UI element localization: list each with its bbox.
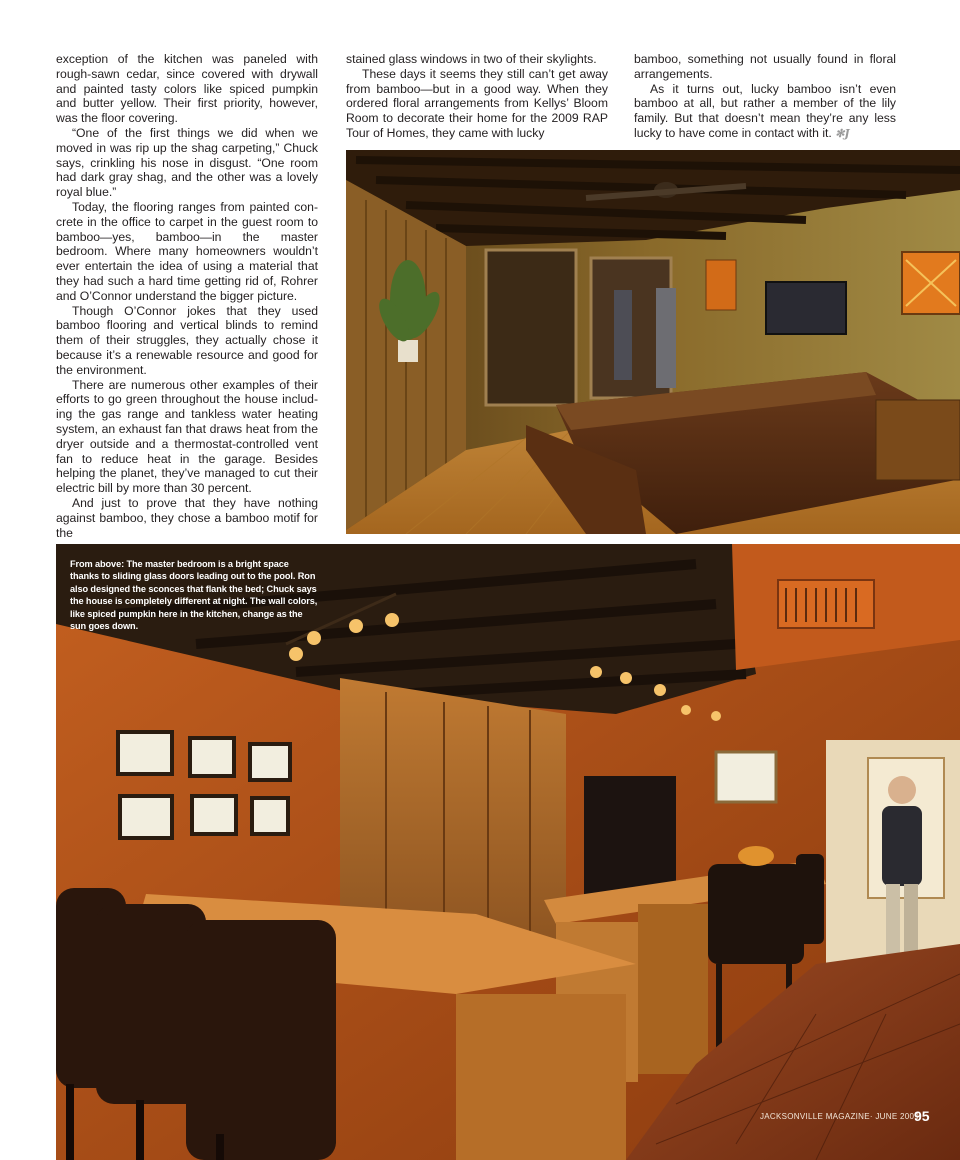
paragraph: These days it seems they still can’t get away from bamboo—but in a good way. When they ordered floral arrangements from Kellys’ Bloom Room to decorate their home for the 2009 RAP Tour of Homes, they came with lucky (346, 66, 608, 140)
paragraph-last (634, 82, 896, 142)
paragraph: bamboo, something not usually found in floral arrangements. (634, 52, 896, 81)
paragraph-text: As it turns out, lucky bamboo isn’t even bamboo at all, but rather a member of the lily family. But that doesn’t mean they’re any less lucky to have come in contact with it. (634, 81, 896, 140)
paragraph: Today, the flooring ranges from painted concrete in the office to carpet in the guest room to bamboo—yes, bamboo—in the master bedroom. Where many homeowners wouldn’t ever entertain the idea of using a material that they had such a hard time getting rid of, Rohrer and O’Connor understand the bigger picture. (56, 199, 318, 303)
paragraph: There are numerous other examples of their efforts to go green throughout the house including the gas range and tankless water heating system, an exhaust fan that draws heat from the dryer outside and a thermostat-controlled vent fan to reduce heat in the garage. Besides helping the planet, they’ve managed to cut their electric bill by more than 30 percent. (56, 377, 318, 496)
article-column-1 (56, 52, 318, 540)
photo-caption: From above: The master bedroom is a bright space thanks to sliding glass doors leading out to the pool. Ron also designed the sconces that flank the bed; Chuck says the house is completely different at night. The wall colors, like spiced pumpkin here in the kitchen, change as the sun goes down. (70, 559, 318, 632)
paragraph: stained glass windows in two of their skylights. (346, 52, 597, 66)
article-column-3 (634, 52, 896, 142)
paragraph: “One of the first things we did when we moved in was rip up the shag carpeting,” Chuck says, crinkling his nose in disgust. “One room had dark gray shag, and the other was a lovely royal blue.” (56, 125, 318, 200)
page-number: 95 (914, 1108, 930, 1124)
paragraph: exception of the kitchen was paneled with rough-sawn cedar, since covered with drywall and painted tasty colors like spiced pumpkin and butter yellow. Their first priority, however, was the floor covering. (56, 52, 318, 126)
kitchen-photo (56, 544, 960, 1160)
paragraph: Though O’Connor jokes that they used bamboo flooring and vertical blinds to remind them of their struggles, they actually chose it because it’s a renewable resource and good for the environment. (56, 303, 318, 377)
article-column-2 (346, 52, 608, 141)
end-mark: ✻J (835, 126, 850, 140)
paragraph: And just to prove that they have nothing against bamboo, they chose a bamboo motif for the (56, 495, 318, 540)
publication-footer: JACKSONVILLE MAGAZINE· JUNE 2009 (760, 1112, 919, 1121)
master-bedroom-photo (346, 150, 960, 534)
